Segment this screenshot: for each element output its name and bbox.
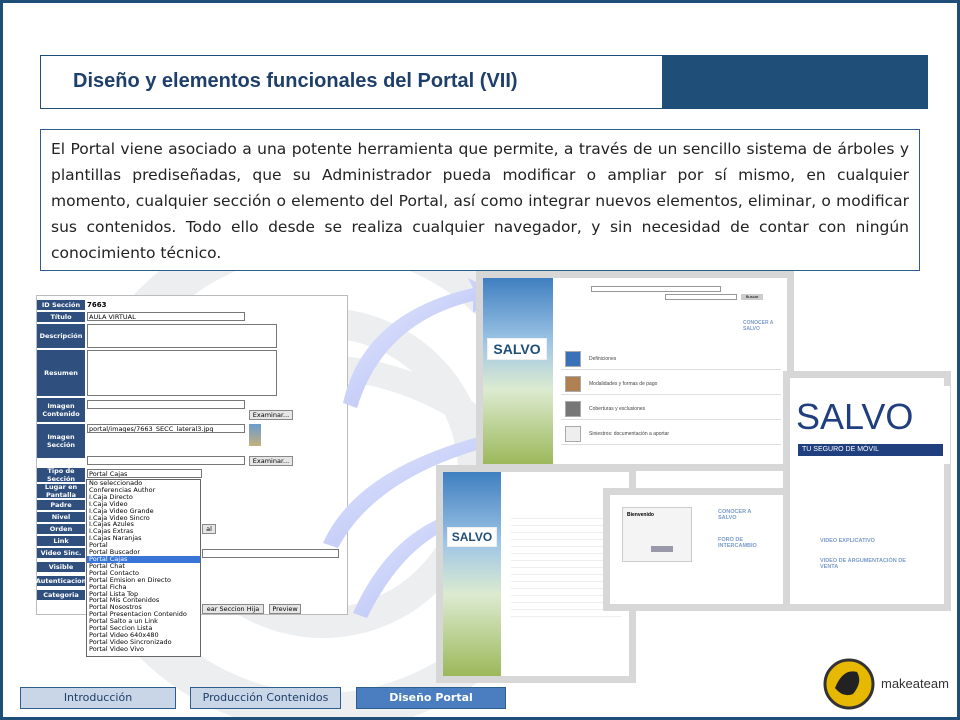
logo-banner (790, 386, 950, 464)
nivel-label: Nivel (37, 512, 85, 522)
search-select[interactable] (591, 286, 721, 292)
titulo-label: Título (37, 312, 85, 322)
menu-row-1[interactable] (561, 348, 781, 370)
lugar-label: Lugar en Pantalla (37, 484, 85, 498)
search-button[interactable]: Buscar (741, 294, 763, 300)
visible-label: Visible (37, 562, 85, 572)
tab-introduccion[interactable]: Introducción (20, 687, 176, 709)
menu-row-label: Definiciones (589, 355, 617, 362)
imagen-seccion-input[interactable] (87, 456, 245, 465)
dropdown-option[interactable]: I.Cajas Azules (89, 520, 134, 529)
padre-label: Padre (37, 500, 85, 510)
portal-screenshot-login (603, 488, 808, 611)
imagen-seccion-thumb (249, 424, 261, 446)
brand-name: makeateam (881, 676, 949, 691)
link-label: Link (37, 536, 85, 546)
video-explicativo-link[interactable]: VIDEO EXPLICATIVO (820, 538, 875, 544)
thumb-icon (565, 351, 581, 367)
tab-diseno-portal[interactable]: Diseño Portal (356, 687, 506, 709)
imagen-seccion-path[interactable]: portal/images/7663_SECC_lateral3.jpg (87, 424, 245, 433)
preview-button[interactable]: Preview (269, 604, 301, 614)
brand-logo (823, 658, 953, 713)
dropdown-option[interactable]: I.Caja Directo (89, 492, 133, 501)
menu-row-label: Coberturas y exclusiones (589, 405, 646, 412)
partial-button[interactable]: al (202, 524, 216, 534)
dropdown-option[interactable]: Portal Contacto (89, 568, 140, 577)
examinar-button-1[interactable]: Examinar... (249, 410, 293, 420)
salvo-logo-large: SALVO (796, 396, 914, 437)
menu-row-2[interactable] (561, 373, 781, 395)
menu-row-4[interactable] (561, 423, 781, 445)
dropdown-option[interactable]: Portal Buscador (89, 548, 141, 557)
dropdown-option[interactable]: I.Cajas Naranjas (89, 534, 142, 543)
dropdown-option[interactable]: Portal Mis Contenidos (89, 596, 160, 605)
titulo-input[interactable]: AULA VIRTUAL (87, 312, 245, 321)
brand-emblem-icon (823, 658, 875, 710)
dropdown-option[interactable]: Portal Chat (89, 561, 125, 570)
dropdown-option[interactable]: Portal Nosostros (89, 603, 142, 612)
title-accent (662, 56, 927, 108)
title-bar (40, 55, 928, 109)
dropdown-option[interactable]: I.Caja Video Sincro (89, 513, 150, 522)
dropdown-option[interactable]: Portal Ficha (89, 582, 127, 591)
thumb-icon (565, 426, 581, 442)
salvo-logo: SALVO (487, 338, 547, 360)
video-label: Video Sinc. (37, 548, 85, 558)
dropdown-option[interactable]: I.Caja Video (89, 499, 128, 508)
portal-screenshot-main (476, 271, 794, 471)
id-value: 7663 (87, 301, 107, 309)
search-input[interactable] (665, 294, 737, 300)
orden-label: Orden (37, 524, 85, 534)
examinar-button-2[interactable]: Examinar... (249, 456, 293, 466)
descripcion-textarea[interactable] (87, 324, 277, 348)
resumen-label: Resumen (37, 350, 85, 396)
foro-link[interactable]: FORO DE INTERCAMBIO (718, 537, 757, 549)
logo-tagline: TU SEGURO DE MÓVIL (798, 444, 943, 456)
dropdown-option[interactable]: Portal Presentacion Contenido (89, 610, 187, 619)
id-label: ID Sección (37, 300, 85, 310)
dropdown-option[interactable]: Portal Video Vivo (89, 644, 144, 653)
login-button[interactable] (651, 546, 673, 552)
thumb-icon (565, 376, 581, 392)
conocer-link-2[interactable]: CONOCER A SALVO (718, 509, 752, 521)
portal-screenshot-home (783, 371, 951, 611)
crear-seccion-hija-button[interactable]: ear Seccion Hija (202, 604, 264, 614)
conocer-link[interactable]: CONOCER A SALVO (743, 320, 774, 332)
dropdown-option[interactable]: Portal Video Sincronizado (89, 637, 172, 646)
dropdown-option[interactable]: Portal Salto a un Link (89, 617, 158, 626)
menu-row-3[interactable] (561, 398, 781, 420)
dropdown-option[interactable]: Portal Seccion Lista (89, 624, 153, 633)
dropdown-option[interactable]: Portal Emision en Directo (89, 575, 171, 584)
dropdown-option[interactable]: No seleccionado (89, 479, 143, 487)
tipo-select[interactable]: Portal Cajas (87, 469, 202, 478)
bienvenido-label: Bienvenido (627, 512, 654, 518)
menu-row-label: Siniestros: documentación a aportar (589, 430, 670, 437)
sidebar-image (443, 472, 501, 676)
salvo-logo: SALVO (447, 527, 497, 547)
dropdown-option[interactable]: Portal (89, 541, 108, 550)
menu-row-label: Modalidades y formas de pago (589, 380, 658, 387)
page-title: Diseño y elementos funcionales del Portal (VII) (73, 70, 518, 92)
categoria-label: Categoria (37, 590, 85, 600)
imagen-contenido-label: Imagen Contenido (37, 398, 85, 422)
descripcion-label: Descripción (37, 324, 85, 348)
tab-produccion[interactable]: Producción Contenidos (190, 687, 341, 709)
dropdown-option[interactable]: I.Cajas Extras (89, 527, 134, 536)
tipo-dropdown-list[interactable] (86, 479, 201, 657)
arrow-top (343, 278, 498, 408)
dropdown-option[interactable]: Portal Lista Top (89, 589, 139, 598)
video-select[interactable] (202, 549, 339, 558)
dropdown-option[interactable]: Portal Cajas (87, 556, 200, 563)
dropdown-option[interactable]: I.Caja Video Grande (89, 506, 154, 515)
imagen-seccion-label: Imagen Sección (37, 424, 85, 458)
imagen-contenido-input[interactable] (87, 400, 245, 409)
resumen-textarea[interactable] (87, 350, 277, 396)
thumb-icon (565, 401, 581, 417)
dropdown-option[interactable]: Portal Video 640x480 (89, 630, 159, 639)
sidebar-image (483, 278, 553, 464)
login-box (622, 507, 692, 562)
video-argumentacion-link[interactable]: VIDEO DE ARGUMENTACIÓN DE VENTA (820, 558, 906, 570)
description-box: El Portal viene asociado a una potente herramienta que permite, a través de un sencillo sistema de árboles y plantillas prediseñadas, que su Administrador pueda modificar o ampliar por sí mismo, en cualquier momento, cualquier sección o elemento del Portal, así como integrar nuevos elementos, eliminar, o modificar sus contenidos. Todo ello desde se realiza cualquier navegador, y sin necesidad de contar con ningún conocimiento técnico. (40, 129, 920, 271)
tipo-label: Tipo de Sección (37, 468, 85, 482)
dropdown-option[interactable]: Conferencias Author (89, 485, 156, 494)
autenticacion-label: Autenticacion (35, 577, 87, 585)
